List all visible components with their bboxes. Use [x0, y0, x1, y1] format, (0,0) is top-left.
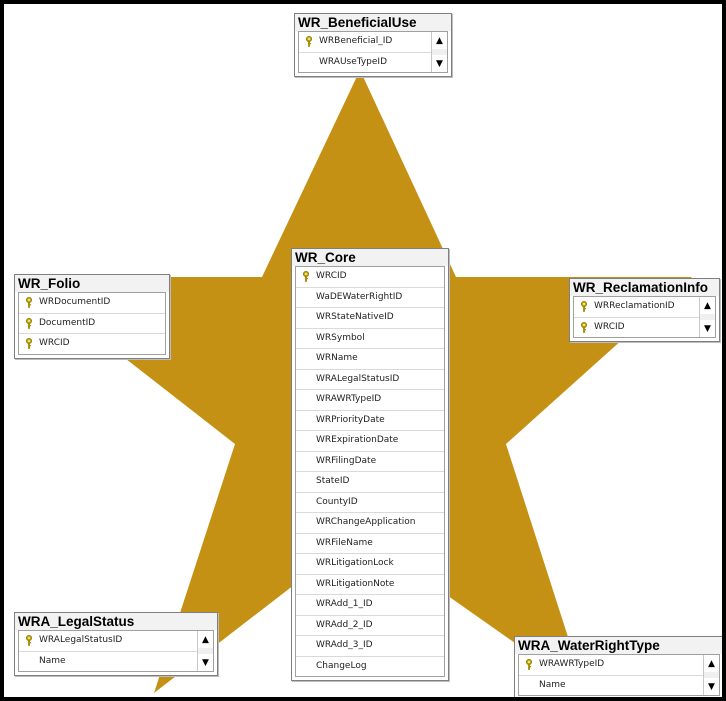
table-body	[518, 654, 720, 696]
key-cell	[296, 271, 316, 282]
key-icon	[25, 297, 33, 308]
key-cell	[19, 297, 39, 308]
table-body	[295, 266, 445, 677]
scroll-up-arrow-icon[interactable]: ▲	[432, 32, 447, 49]
column-row[interactable]	[296, 513, 444, 534]
column-name: WRALegalStatusID	[316, 373, 400, 384]
column-row[interactable]	[296, 452, 444, 473]
scroll-up-arrow-icon[interactable]: ▲	[704, 655, 719, 672]
column-name: WRALegalStatusID	[39, 635, 123, 645]
diagram-canvas	[4, 4, 722, 697]
table-body	[298, 31, 448, 73]
scroll-down-arrow-icon[interactable]: ▼	[700, 320, 715, 337]
column-name: DocumentID	[39, 317, 96, 328]
column-row[interactable]	[574, 297, 699, 318]
table-title: WR_ReclamationInfo	[570, 279, 719, 296]
column-name: WRName	[316, 353, 358, 363]
table-body	[573, 296, 716, 338]
key-icon	[25, 635, 33, 646]
table-wr-core[interactable]	[291, 248, 449, 681]
scroll-down-arrow-icon[interactable]: ▼	[198, 654, 213, 671]
key-icon	[25, 338, 33, 349]
column-row[interactable]	[296, 267, 444, 288]
table-body	[18, 630, 214, 672]
column-row[interactable]	[19, 314, 165, 335]
key-icon	[580, 301, 588, 312]
table-title: WR_BeneficialUse	[295, 14, 451, 31]
column-list	[299, 32, 431, 72]
column-name: WRSymbol	[316, 332, 365, 343]
key-cell	[19, 318, 39, 329]
column-row[interactable]	[296, 288, 444, 309]
table-body	[18, 292, 166, 355]
table-wr-reclamationinfo[interactable]	[569, 278, 720, 342]
column-row[interactable]	[296, 534, 444, 555]
key-icon	[525, 659, 533, 670]
table-wra-legalstatus[interactable]	[14, 612, 218, 676]
column-name: WRLitigationLock	[316, 558, 394, 568]
column-row[interactable]	[519, 676, 703, 696]
key-cell	[19, 635, 39, 646]
key-icon	[305, 36, 313, 47]
column-name: WRChangeApplication	[316, 517, 416, 527]
table-title: WR_Core	[292, 249, 448, 266]
column-row[interactable]	[296, 411, 444, 432]
scrollbar[interactable]	[703, 655, 719, 695]
column-row[interactable]	[296, 554, 444, 575]
column-row[interactable]	[296, 575, 444, 596]
column-name: WaDEWaterRightID	[316, 291, 403, 302]
column-row[interactable]	[296, 472, 444, 493]
table-title: WRA_WaterRightType	[515, 637, 722, 654]
key-icon	[302, 271, 310, 282]
column-list	[19, 293, 165, 354]
column-row[interactable]	[296, 616, 444, 637]
key-cell	[519, 659, 539, 670]
column-name: WRAUseTypeID	[319, 56, 388, 67]
column-list	[574, 297, 699, 337]
scrollbar[interactable]	[197, 631, 213, 671]
column-row[interactable]	[519, 655, 703, 676]
column-name: WRReclamationID	[594, 301, 675, 311]
column-row[interactable]	[19, 293, 165, 314]
column-name: WRDocumentID	[39, 297, 111, 307]
column-row[interactable]	[296, 370, 444, 391]
column-row[interactable]	[296, 329, 444, 350]
scrollbar[interactable]	[699, 297, 715, 337]
scroll-up-arrow-icon[interactable]: ▲	[198, 631, 213, 648]
scroll-down-arrow-icon[interactable]: ▼	[704, 678, 719, 695]
column-name: WRStateNativeID	[316, 312, 394, 322]
table-title: WR_Folio	[15, 275, 169, 292]
key-icon	[580, 322, 588, 333]
column-row[interactable]	[296, 390, 444, 411]
scrollbar[interactable]	[431, 32, 447, 72]
column-row[interactable]	[19, 334, 165, 354]
key-cell	[574, 301, 594, 312]
column-list	[296, 267, 444, 676]
column-name: ChangeLog	[316, 660, 367, 671]
column-name: WRPriorityDate	[316, 414, 385, 425]
column-row[interactable]	[299, 53, 431, 73]
column-name: WRCID	[594, 321, 625, 332]
column-row[interactable]	[296, 657, 444, 677]
column-row[interactable]	[296, 349, 444, 370]
column-list	[19, 631, 197, 671]
table-wr-beneficialuse[interactable]	[294, 13, 452, 77]
column-name: WRAdd_1_ID	[316, 599, 373, 609]
column-row[interactable]	[296, 308, 444, 329]
column-name: WRAWRTypeID	[316, 394, 382, 404]
column-row[interactable]	[299, 32, 431, 53]
key-cell	[19, 338, 39, 349]
column-row[interactable]	[19, 631, 197, 652]
column-name: WRAdd_3_ID	[316, 640, 373, 650]
column-row[interactable]	[574, 318, 699, 338]
column-name: StateID	[316, 476, 350, 486]
table-wra-waterrighttype[interactable]	[514, 636, 722, 697]
column-row[interactable]	[296, 431, 444, 452]
column-name: WRAWRTypeID	[539, 659, 605, 669]
column-name: WRCID	[39, 338, 70, 348]
key-cell	[574, 322, 594, 333]
scroll-down-arrow-icon[interactable]: ▼	[432, 55, 447, 72]
column-name: WRLitigationNote	[316, 578, 395, 589]
table-title: WRA_LegalStatus	[15, 613, 217, 630]
scroll-up-arrow-icon[interactable]: ▲	[700, 297, 715, 314]
column-name: Name	[539, 679, 566, 690]
column-row[interactable]	[296, 493, 444, 514]
column-name: WRCID	[316, 271, 347, 281]
column-name: WRAdd_2_ID	[316, 619, 373, 630]
column-row[interactable]	[296, 595, 444, 616]
column-name: WRExpirationDate	[316, 435, 399, 445]
column-list	[519, 655, 703, 695]
table-wr-folio[interactable]	[14, 274, 170, 359]
key-icon	[25, 318, 33, 329]
column-name: Name	[39, 655, 66, 666]
column-name: CountyID	[316, 496, 358, 507]
column-row[interactable]	[19, 652, 197, 672]
column-name: WRBeneficial_ID	[319, 36, 393, 46]
column-name: WRFilingDate	[316, 455, 377, 466]
column-name: WRFileName	[316, 537, 373, 548]
key-cell	[299, 36, 319, 47]
column-row[interactable]	[296, 636, 444, 657]
